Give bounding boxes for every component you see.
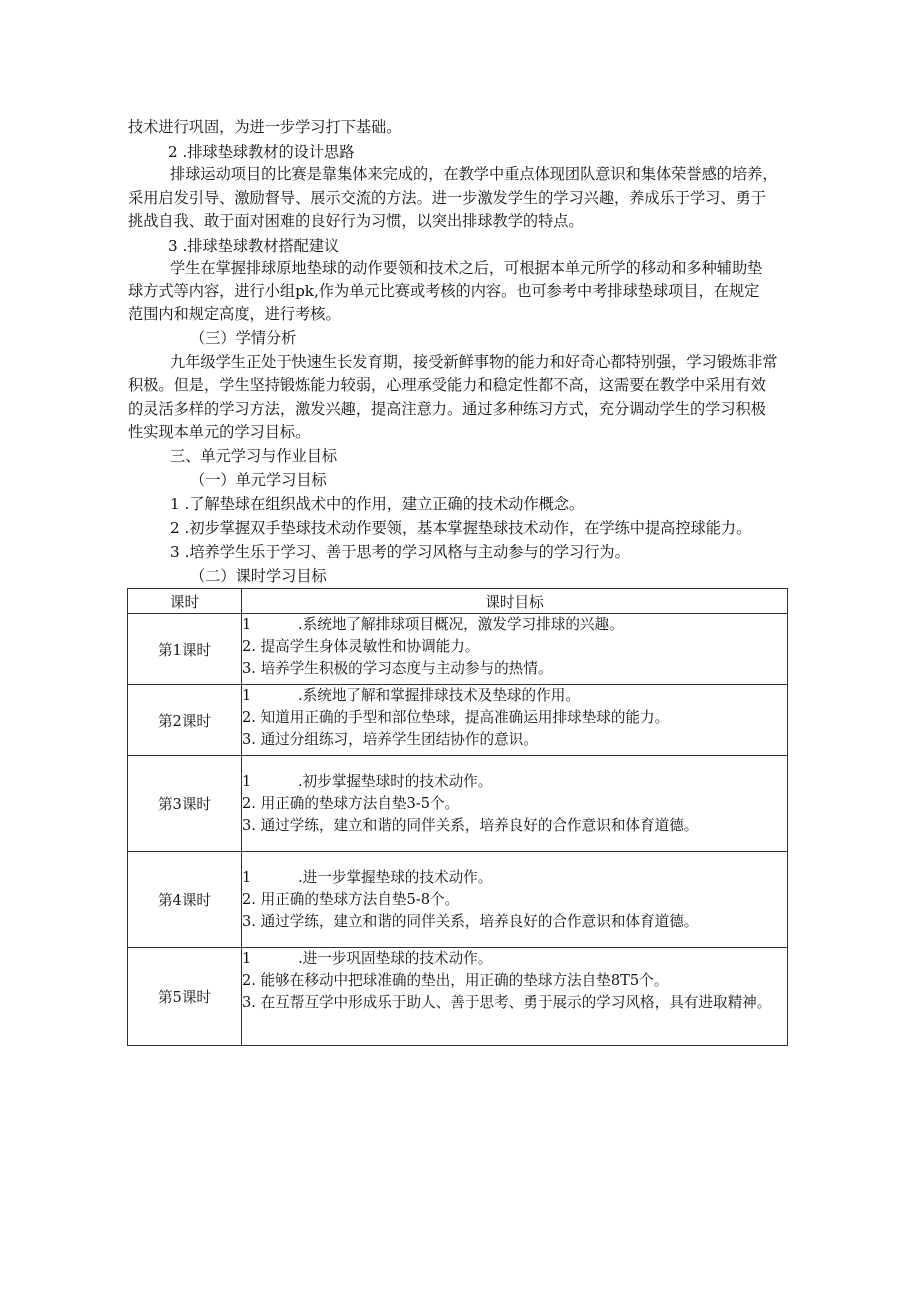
goal-number: 1: [242, 772, 252, 790]
goals-cell: [242, 685, 788, 756]
paragraph-continuation: 技术进行巩固，为进一步学习打下基础。: [128, 118, 402, 136]
unit-goal-item: 3 .培养学生乐于学习、善于思考的学习风格与主动参与的学习行为。: [170, 543, 630, 561]
goals-cell: [242, 948, 788, 1046]
design-paragraph-line: 采用启发引导、激励督导、展示交流的方法。进一步激发学生的学习兴趣，养成乐于学习、勇于: [128, 189, 766, 207]
analysis-paragraph-line: 积极。但是，学生坚持锻炼能力较弱，心理承受能力和稳定性都不高，这需要在教学中采用有效: [128, 376, 766, 394]
goal-number: 1: [242, 616, 252, 633]
goal-line: [242, 771, 787, 793]
goal-text: .初步掌握垫球时的技术动作。: [298, 772, 493, 790]
goal-line: 2. 能够在移动中把球准确的垫出，用正确的垫球方法自垫8T5个。: [242, 972, 669, 989]
table-row: [128, 685, 788, 756]
unit-goal-item: 2 .初步掌握双手垫球技术动作要领，基本掌握垫球技术动作，在学练中提高控球能力。: [170, 519, 752, 537]
lesson-cell: 第4课时: [128, 852, 242, 948]
goal-line: 2. 用正确的垫球方法自垫3-5个。: [242, 794, 460, 812]
goal-text: .进一步巩固垫球的技术动作。: [298, 950, 493, 967]
goal-line: 2. 用正确的垫球方法自垫5-8个。: [242, 890, 460, 908]
lesson-cell: 第5课时: [128, 948, 242, 1046]
goals-cell: [242, 756, 788, 852]
goal-line: 3. 通过学练，建立和谐的同伴关系，培养良好的合作意识和体育道德。: [242, 816, 699, 834]
heading-material-suggestion: 3 .排球垫球教材搭配建议: [168, 237, 340, 255]
heading-unit-goals: （一）单元学习目标: [190, 471, 327, 489]
goal-line: 2. 提高学生身体灵敏性和协调能力。: [242, 638, 480, 655]
goal-line: 3. 通过分组练习，培养学生团结协作的意识。: [242, 731, 538, 748]
suggestion-paragraph-line: 学生在掌握排球原地垫球的动作要领和技术之后，可根据本单元所学的移动和多种辅助垫: [170, 259, 763, 277]
goal-line: 3. 通过学练，建立和谐的同伴关系，培养良好的合作意识和体育道德。: [242, 912, 699, 930]
suggestion-paragraph-line: 范围内和规定高度，进行考核。: [128, 305, 341, 323]
goal-number: 1: [242, 950, 252, 967]
goal-number: 1: [242, 868, 252, 886]
lesson-cell: 第2课时: [128, 685, 242, 756]
goal-text: .进一步掌握垫球的技术动作。: [298, 868, 493, 886]
table-row: [128, 756, 788, 852]
goal-line: [242, 867, 787, 889]
goal-line: 2. 知道用正确的手型和部位垫球，提高准确运用排球垫球的能力。: [242, 709, 670, 726]
lesson-cell: 第3课时: [128, 756, 242, 852]
section-three-heading: 三、单元学习与作业目标: [170, 447, 338, 465]
goal-text: .系统地了解排球项目概况，激发学习排球的兴趣。: [298, 616, 624, 633]
goal-line: 3. 培养学生积极的学习态度与主动参与的热情。: [242, 660, 553, 677]
goal-line: 3. 在互帮互学中形成乐于助人、善于思考、勇于展示的学习风格，具有进取精神。: [242, 994, 772, 1011]
heading-lesson-goals: （二）课时学习目标: [190, 567, 327, 585]
design-paragraph-line: 挑战自我、敢于面对困难的良好行为习惯，以突出排球教学的特点。: [128, 212, 584, 230]
suggestion-paragraph-line: 球方式等内容，进行小组pk,作为单元比赛或考核的内容。也可参考中考排球垫球项目，在规定: [128, 282, 760, 300]
design-paragraph-line: 排球运动项目的比赛是靠集体来完成的，在教学中重点体现团队意识和集体荣誉感的培养，: [170, 165, 778, 183]
analysis-paragraph-line: 九年级学生正处于快速生长发育期，接受新鲜事物的能力和好奇心都特别强，学习锻炼非常: [170, 353, 778, 371]
header-lesson: 课时: [128, 589, 242, 614]
header-goal: 课时目标: [242, 589, 788, 614]
analysis-paragraph-line: 的灵活多样的学习方法，激发兴趣，提高注意力。通过多种练习方式，充分调动学生的学习积极: [128, 400, 766, 418]
goal-line: [242, 948, 787, 970]
goal-number: 1: [242, 687, 252, 704]
goal-line: [242, 614, 787, 636]
table-row: [128, 852, 788, 948]
heading-design-idea: 2 .排球垫球教材的设计思路: [168, 143, 355, 161]
goals-cell: [242, 614, 788, 685]
goals-cell: [242, 852, 788, 948]
unit-goal-item: 1 .了解垫球在组织战术中的作用，建立正确的技术动作概念。: [170, 495, 585, 513]
table-row: [128, 948, 788, 1046]
lesson-cell: 第1课时: [128, 614, 242, 685]
lesson-goals-table: [127, 588, 788, 1046]
table-row: [128, 614, 788, 685]
analysis-paragraph-line: 性实现本单元的学习目标。: [128, 423, 311, 441]
heading-student-analysis: （三）学情分析: [190, 329, 297, 347]
table-header-row: [128, 589, 788, 614]
goal-text: .系统地了解和掌握排球技术及垫球的作用。: [298, 687, 580, 704]
goal-line: [242, 685, 787, 707]
